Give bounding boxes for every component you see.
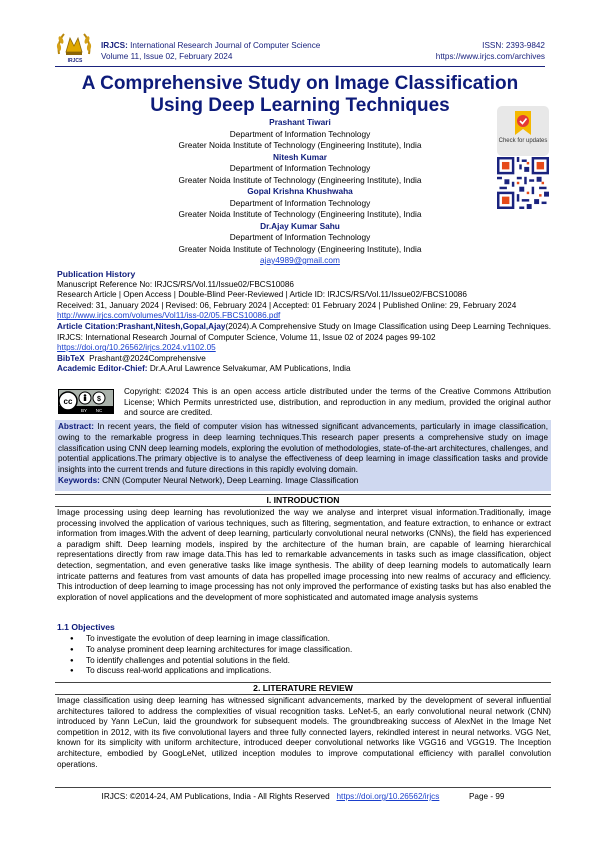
objectives-list bbox=[70, 634, 550, 677]
article-type-line: Research Article | Open Access | Double-Blind Peer-Reviewed | Article ID: IRJCS/RS/Vol.11/Issue02/FBCS10086 bbox=[57, 290, 467, 300]
author-dept: Department of Information Technology bbox=[229, 232, 371, 242]
section-divider bbox=[55, 694, 551, 695]
list-item: ● To identify challenges and potential solutions in the field. bbox=[70, 656, 550, 667]
pdf-link[interactable]: http://www.irjcs.com/volumes/Vol11/iss-02/05.FBCS10086.pdf bbox=[57, 311, 281, 321]
journal-url-link[interactable]: https://www.irjcs.com/archives bbox=[435, 52, 545, 61]
check-for-updates-button[interactable]: Check for updates bbox=[497, 106, 549, 156]
author-name: Gopal Krishna Khushwaha bbox=[247, 186, 353, 196]
author-block bbox=[100, 117, 500, 267]
svg-text:$: $ bbox=[97, 396, 101, 403]
section-divider bbox=[55, 506, 551, 507]
journal-header bbox=[55, 28, 545, 68]
journal-title: IRJCS: International Research Journal of Computer Science bbox=[101, 41, 321, 50]
author-name: Nitesh Kumar bbox=[273, 151, 327, 162]
keywords-line: Keywords: CNN (Computer Neural Network), Deep Learning. Image Classification bbox=[58, 475, 359, 485]
author-inst: Greater Noida Institute of Technology (Engineering Institute), India bbox=[178, 174, 422, 185]
list-item: ● To discuss real-world applications and implications. bbox=[70, 666, 550, 677]
svg-text:BY: BY bbox=[80, 408, 88, 413]
list-item: ● To analyse prominent deep learning architectures for image classification. bbox=[70, 645, 550, 656]
section-heading-literature-review: 2. LITERATURE REVIEW bbox=[253, 683, 353, 693]
bibtex-line: BibTeX Prashant@2024Comprehensive bbox=[57, 353, 206, 363]
author-name: Prashant Tiwari bbox=[269, 117, 331, 127]
cc-license-icon[interactable] bbox=[58, 389, 114, 414]
author-dept: Department of Information Technology bbox=[229, 163, 371, 173]
footer-doi-link[interactable]: https://doi.org/10.26562/irjcs bbox=[336, 792, 440, 801]
section-heading-introduction: I. INTRODUCTION bbox=[266, 495, 340, 505]
page-number: Page - 99 bbox=[468, 792, 505, 801]
journal-volume: Volume 11, Issue 02, February 2024 bbox=[101, 52, 233, 61]
editor-line: Academic Editor-Chief: Dr.A.Arul Lawrence Selvakumar, AM Publications, India bbox=[57, 364, 351, 374]
footer-copyright: IRJCS: ©2014-24, AM Publications, India - All Rights Reserved bbox=[101, 792, 330, 801]
subsection-heading-objectives: 1.1 Objectives bbox=[57, 622, 115, 632]
author-name: Dr.Ajay Kumar Sahu bbox=[260, 220, 340, 231]
header-divider bbox=[55, 66, 545, 67]
article-citation: Article Citation:Prashant,Nitesh,Gopal,Ajay(2024).A Comprehensive Study on Image Classification using Deep Learning Techniques. IRJCS: International Research Journal of Computer Science, Volume 11, Issue 02 of 2024 pages 99-102 bbox=[57, 321, 551, 342]
publication-dates: Received: 31, January 2024 | Revised: 06, February 2024 | Accepted: 01 February 2024 | Published Online: 29, February 2024 bbox=[57, 300, 517, 310]
abstract-box bbox=[55, 420, 551, 491]
bookmark-icon bbox=[513, 111, 533, 137]
logo-text: IRJCS bbox=[67, 58, 83, 64]
abstract-text: In recent years, the field of computer vision has witnessed significant advancements, particularly in image classification, owing to the remarkable progress in deep learning techniques.This research paper presents a comprehensive study on image classification using CNN deep learning models, exploring the evolution of methodologies, state-of-the-art architectures, challenges, and potential applications.The primary objective is to analyse the effectiveness of deep learning in image classification tasks and provide insights into the current trends and future directions in this rapidly evolving domain. bbox=[58, 422, 548, 475]
author-email-link[interactable]: ajay4989@gmail.com bbox=[260, 255, 340, 265]
svg-text:cc: cc bbox=[63, 397, 73, 406]
abstract-label: Abstract: bbox=[58, 422, 94, 431]
footer-divider bbox=[55, 787, 551, 788]
publication-history-heading: Publication History bbox=[57, 269, 136, 279]
journal-issn: ISSN: 2393-9842 bbox=[482, 41, 545, 50]
qr-code-icon[interactable] bbox=[497, 157, 549, 209]
publication-history bbox=[57, 269, 551, 375]
svg-text:NC: NC bbox=[95, 408, 103, 413]
author-inst: Greater Noida Institute of Technology (Engineering Institute), India bbox=[178, 209, 422, 219]
author-inst: Greater Noida Institute of Technology (Engineering Institute), India bbox=[178, 140, 422, 150]
author-inst: Greater Noida Institute of Technology (Engineering Institute), India bbox=[178, 243, 422, 254]
paper-title: A Comprehensive Study on Image Classification Using Deep Learning Techniques bbox=[81, 73, 519, 116]
author-dept: Department of Information Technology bbox=[229, 128, 371, 139]
literature-review-body: Image classification using deep learning has witnessed significant advancements, marked by the development of several influential architectures tailored to address the complexities of visual recognition tasks. LeNet-5, an early convolutional neural network (CNN) introduced by Yann LeCun, laid the groundwork for subsequent models. The groundbreaking success of AlexNet in the Image Net competition in 2012, with its five convolutional layers and three fully connected layers, rekindled interest in neural networks. VGG Net, known for its simplicity with uniform architecture, introduced deeper convolutional networks like VGG16 and VGG19. The Inception architecture, embodied by GoogLeNet, utilized inception modules to improve computational efficiency with parallel convolution operations. bbox=[57, 696, 551, 769]
list-item: ● To investigate the evolution of deep learning in image classification. bbox=[70, 634, 550, 645]
copyright-notice: Copyright: ©2024 This is an open access article distributed under the terms of the Creative Commons Attribution License; Which Permits unrestricted use, distribution, and reproduction in any medium, provided the original author and source are credited. bbox=[124, 387, 551, 418]
manuscript-reference: Manuscript Reference No: IRJCS/RS/Vol.11/Issue02/FBCS10086 bbox=[57, 279, 294, 289]
author-dept: Department of Information Technology bbox=[229, 197, 371, 208]
introduction-body: Image processing using deep learning has revolutionized the way we analyse and interpret visual information.Traditionally, image processing involved the application of various techniques, such as filtering, segmentation, and feature extraction, to enhance or extract information from images.With the advent of deep learning, particularly convolutional neural networks (CNNs), the field has experienced a paradigm shift. Deep learning models, inspired by the architecture of the human brain, are capable of learning hierarchical representations directly from raw image data.This has led to remarkable advancements in tasks such as image classification, object detection, segmentation, and even generative tasks like image synthesis. The ability of deep learning models to automatically learn intricate patterns and features from vast amounts of data has propelled image processing into new realms of accuracy and efficiency. This introduction of deep learning to image processing has not only improved the performance of existing tasks but has also enabled the exploration of novel applications and the development of more sophisticated and automated image analysis systems bbox=[57, 508, 551, 602]
doi-link[interactable]: https://doi.org/10.26562/irjcs.2024.v1102.05 bbox=[57, 343, 216, 353]
page-footer bbox=[55, 792, 551, 801]
